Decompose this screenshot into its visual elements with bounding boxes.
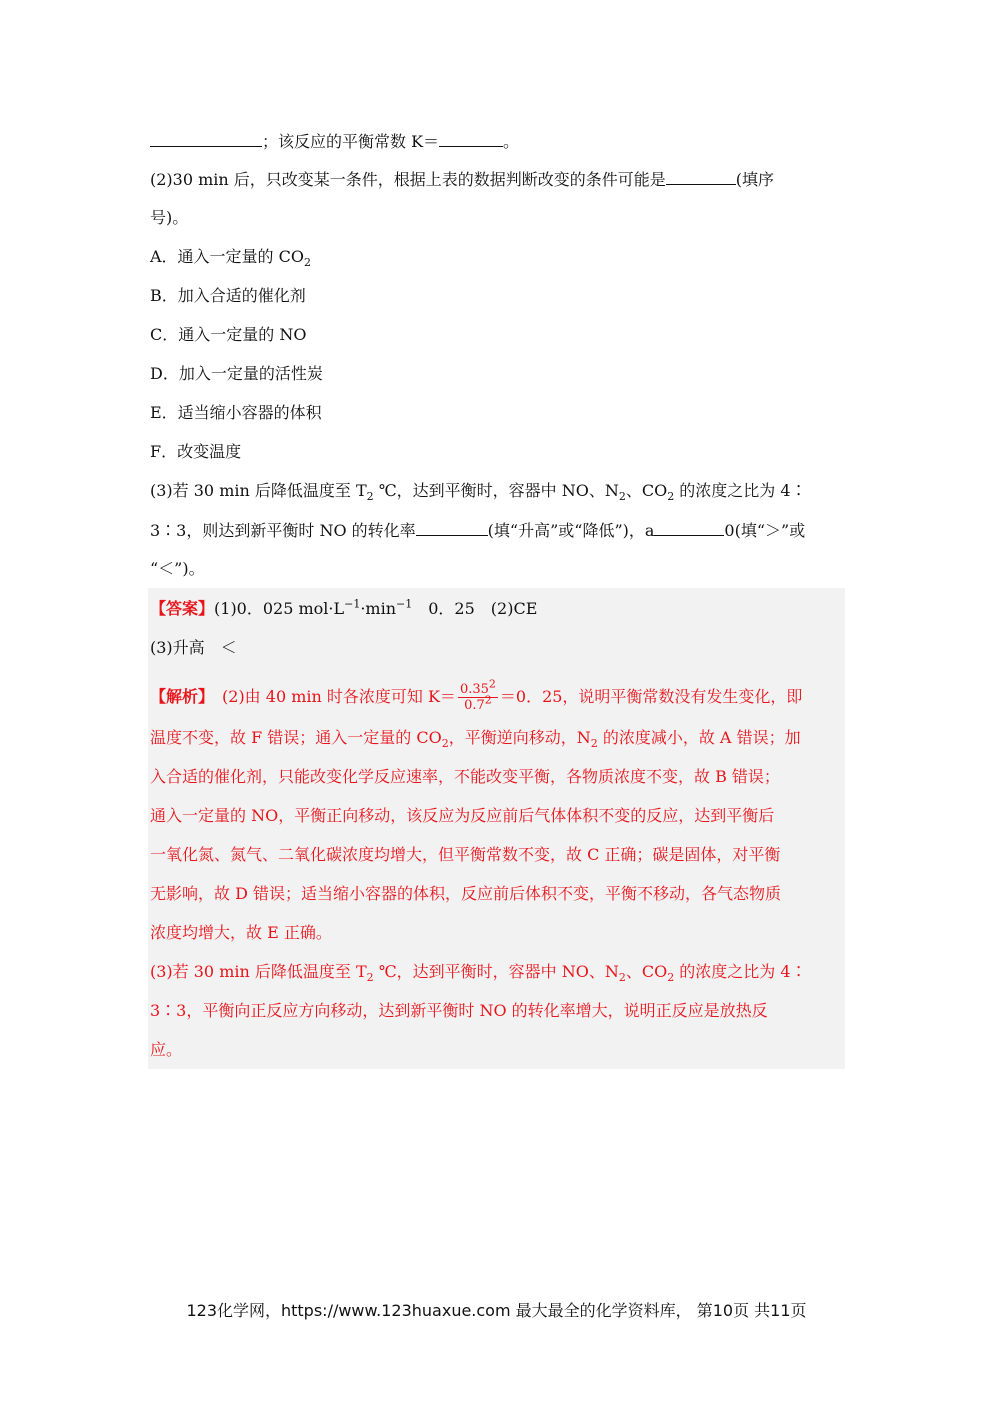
q3-line-2: 3∶3，则达到新平衡时 NO 的转化率 (填“升高”或“降低”)，a 0(填“＞”或 bbox=[150, 521, 806, 540]
option-b: B．加入合适的催化剂 bbox=[150, 286, 306, 305]
option-c: C．通入一定量的 NO bbox=[150, 325, 307, 344]
q2-line-2: 号)。 bbox=[150, 208, 189, 227]
q1-tail-line: ；该反应的平衡常数 K＝ 。 bbox=[150, 130, 519, 153]
option-f: F．改变温度 bbox=[150, 442, 242, 461]
fraction: $\frac{0.35^2}{0.7^2}$ bbox=[459, 677, 496, 713]
answer-box bbox=[148, 588, 845, 1069]
option-e: E．适当缩小容器的体积 bbox=[150, 403, 322, 422]
option-d: D．加入一定量的活性炭 bbox=[150, 364, 323, 383]
answer-blank bbox=[416, 519, 488, 536]
analysis-line-3: 入合适的催化剂，只能改变化学反应速率，不能改变平衡，各物质浓度不变，故 B 错误； bbox=[150, 767, 780, 786]
answer-blank bbox=[666, 168, 736, 185]
page-footer: 123化学网，https://www.123huaxue.com 最大最全的化学资料库， 第10页 共11页 bbox=[186, 1301, 807, 1320]
answer-blank bbox=[654, 519, 724, 536]
analysis-p3-line-1: (3)若 30 min 后降低温度至 $T_2$ ℃，达到平衡时，容器中 NO、$N_2$、$CO_2$ 的浓度之比为 4∶ bbox=[150, 962, 807, 985]
answer-blank bbox=[150, 130, 262, 147]
answer-label: 【答案】 bbox=[150, 599, 215, 618]
option-a: A．通入一定量的 $CO_2$ bbox=[150, 247, 312, 270]
analysis-p3-line-2: 3∶3，平衡向正反应方向移动，达到新平衡时 NO 的转化率增大，说明正反应是放热反 bbox=[150, 1001, 768, 1020]
q3-line-3: “＜”)。 bbox=[150, 559, 205, 578]
analysis-p3-line-3: 应。 bbox=[150, 1040, 183, 1059]
q3-line-1: (3)若 30 min 后降低温度至 $T_2$ ℃，达到平衡时，容器中 NO、$N_2$、$CO_2$ 的浓度之比为 4∶ bbox=[150, 481, 807, 504]
q2-line-1: (2)30 min 后，只改变某一条件，根据上表的数据判断改变的条件可能是 (填序 bbox=[150, 170, 775, 189]
answer-blank bbox=[439, 130, 503, 147]
analysis-line-4: 通入一定量的 NO，平衡正向移动，该反应为反应前后气体体积不变的反应，达到平衡后 bbox=[150, 806, 775, 825]
answer-line-1: 【答案】(1)0．025 $mol\cdot L^{-1}\cdot\min^{-1}$ 0．25 (2)CE bbox=[150, 597, 538, 618]
answer-line-2: (3)升高 ＜ bbox=[150, 638, 237, 657]
analysis-label: 【解析】 bbox=[150, 687, 207, 706]
analysis-line-5: 一氧化氮、氮气、二氧化碳浓度均增大，但平衡常数不变，故 C 正确；碳是固体，对平衡 bbox=[150, 845, 781, 864]
analysis-line-6: 无影响，故 D 错误；适当缩小容器的体积，反应前后体积不变，平衡不移动，各气态物质 bbox=[150, 884, 782, 903]
analysis-line-1: 【解析】 (2)由 40 min 时各浓度可知 K＝ $\frac{0.35^2}{0.7^2}$ ＝0．25，说明平衡常数没有发生变化，即 bbox=[150, 677, 803, 713]
analysis-line-7: 浓度均增大，故 E 正确。 bbox=[150, 923, 332, 942]
analysis-line-2: 温度不变，故 F 错误；通入一定量的 $CO_2$，平衡逆向移动，$N_2$ 的浓度减小，故 A 错误；加 bbox=[150, 728, 801, 751]
